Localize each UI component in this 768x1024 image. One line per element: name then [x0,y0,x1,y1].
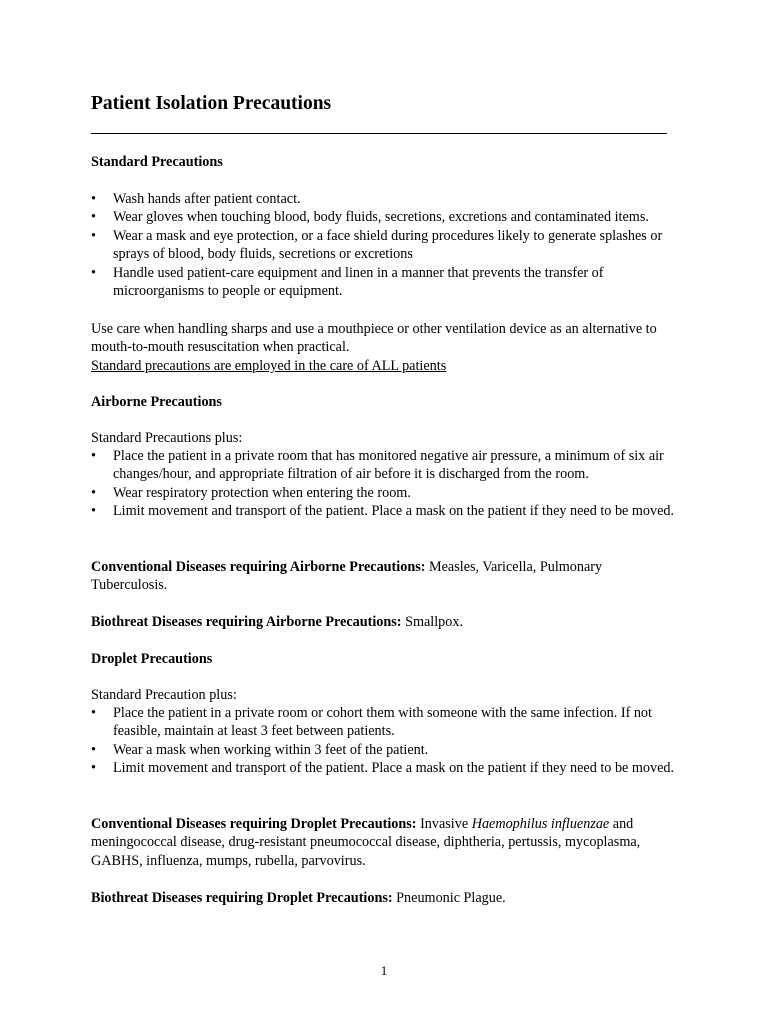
list-item: • Wear a mask and eye protection, or a face shield during procedures likely to generate splashes or sprays of blood, body fluids, secretions or excretions [91,227,681,264]
list-item: • Limit movement and transport of the patient. Place a mask on the patient if they need to be moved. [91,759,681,777]
droplet-heading: Droplet Precautions [91,651,213,667]
standard-note: Use care when handling sharps and use a mouthpiece or other ventilation device as an alternative to mouth-to-mouth resuscitation when practical. [91,321,657,356]
droplet-biothreat [91,889,681,907]
airborne-conventional [91,558,681,595]
airborne-conventional-label: Conventional Diseases requiring Airborne Precautions: [91,559,426,575]
droplet-biothreat-label: Biothreat Diseases requiring Droplet Precautions: [91,890,393,906]
list-item: • Wear respiratory protection when entering the room. [91,484,681,502]
list-item: • Wash hands after patient contact. [91,190,681,208]
title-divider [91,133,667,134]
standard-underlined-note: Standard precautions are employed in the care of ALL patients [91,358,447,374]
droplet-list [91,704,681,778]
droplet-conventional-post: and meningococcal disease, drug-resistant pneumococcal disease, diphtheria, pertussis, mycoplasma, GABHS, influenza, mumps, rubella, parvovirus. [91,816,641,869]
droplet-conventional-label: Conventional Diseases requiring Droplet Precautions: [91,816,417,832]
page-title: Patient Isolation Precautions [91,93,332,114]
list-item: • Place the patient in a private room or cohort them with someone with the same infection. If not feasible, maintain at least 3 feet between patients. [91,704,681,741]
airborne-intro: Standard Precautions plus: [91,430,243,446]
airborne-biothreat-text: Smallpox. [401,614,464,630]
list-item: • Place the patient in a private room that has monitored negative air pressure, a minimum of six air changes/hour, and appropriate filtration of air before it is discharged from the room. [91,447,681,484]
standard-heading: Standard Precautions [91,154,223,170]
list-item: • Limit movement and transport of the patient. Place a mask on the patient if they need to be moved. [91,502,681,520]
droplet-conventional-pre: Invasive [416,816,472,832]
droplet-conventional [91,815,681,870]
droplet-conventional-italic: Haemophilus influenzae [471,816,610,832]
page-number: 1 [380,963,388,978]
airborne-conventional-text: Measles, Varicella, Pulmonary Tuberculosis. [91,559,603,594]
standard-list [91,190,681,300]
airborne-biothreat [91,613,681,631]
list-item: • Handle used patient-care equipment and linen in a manner that prevents the transfer of microorganisms to people or equipment. [91,264,681,301]
droplet-biothreat-text: Pneumonic Plague. [392,890,506,906]
airborne-list [91,447,681,521]
droplet-intro: Standard Precaution plus: [91,687,237,703]
airborne-biothreat-label: Biothreat Diseases requiring Airborne Precautions: [91,614,402,630]
list-item: • Wear a mask when working within 3 feet of the patient. [91,741,681,759]
airborne-heading: Airborne Precautions [91,394,222,410]
list-item: • Wear gloves when touching blood, body fluids, secretions, excretions and contaminated items. [91,208,681,226]
